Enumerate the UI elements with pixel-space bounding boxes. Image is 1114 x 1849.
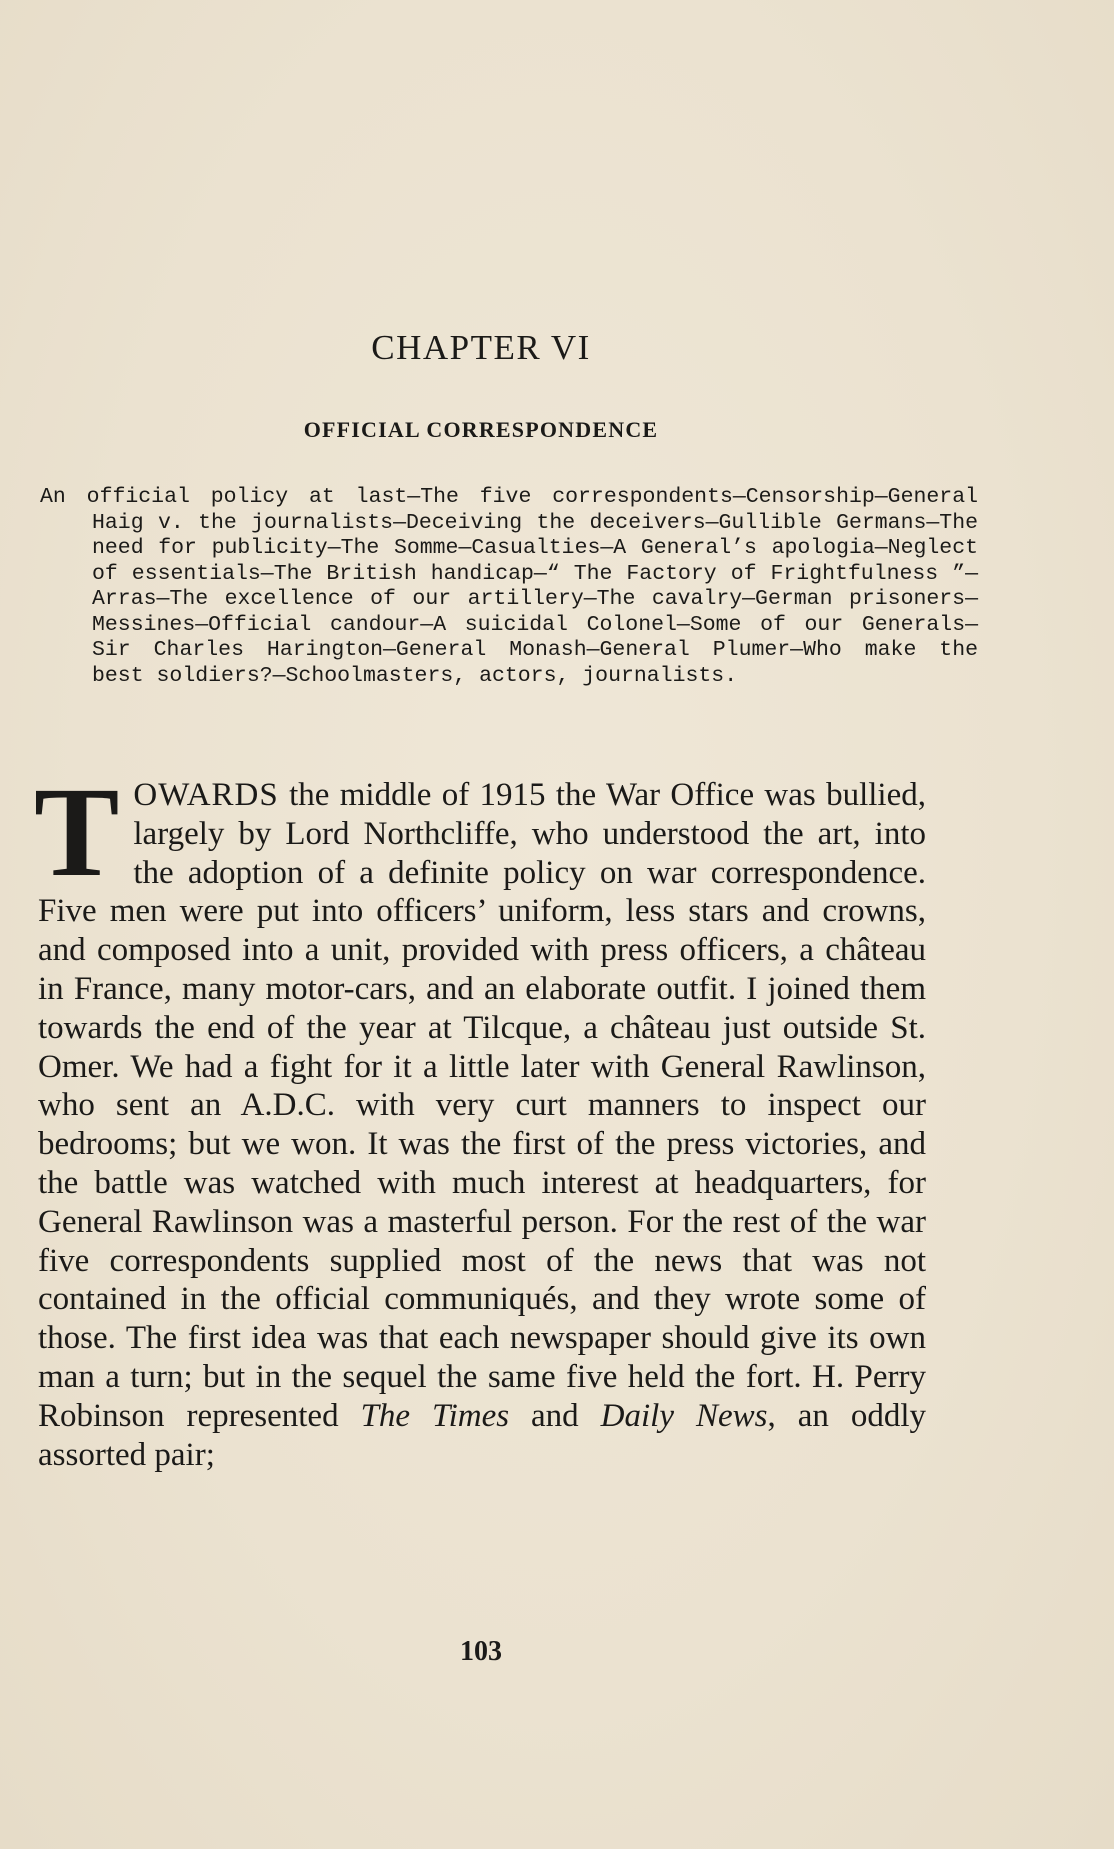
italic-daily-news: Daily News bbox=[600, 1397, 768, 1434]
body-text-main: the middle of 1915 the War Office was bullied, largely by Lord Northcliffe, who understood the art, into the adoption of a definite policy on war correspondence. Five men were put into officers’ uniform, less stars and crowns, and composed into a unit, provided with press officers, a château in France, many motor-cars, and an elaborate outfit. I joined them towards the end of the year at Tilcque, a château just outside St. Omer. We had a fight for it a little later with General Rawlinson, who sent an A.D.C. with very curt manners to inspect our bedrooms; but we won. It was the first of the press victories, and the battle was watched with much interest at headquarters, for General Rawlinson was a masterful person. For the rest of the war five correspondents supplied most of the news that was not contained in the official communiqués, and they wrote some of those. The first idea was that each newspaper should give its own man a turn; but in the sequel the same five held the fort. H. Perry Robinson represented bbox=[38, 777, 926, 1434]
italic-the-times: The Times bbox=[360, 1397, 510, 1434]
drop-cap: T bbox=[34, 761, 120, 903]
chapter-subtitle: OFFICIAL CORRESPONDENCE bbox=[303, 417, 659, 442]
body-paragraph bbox=[34, 761, 926, 1474]
page-number: 103 bbox=[460, 1636, 502, 1667]
body-text-and: and bbox=[509, 1397, 601, 1434]
body-text-end: , an oddly assorted pair; bbox=[38, 1397, 926, 1473]
chapter-summary: An official policy at last—The five correspondents—Censorship—General Haig v. the journalists—Deceiving the deceivers—Gullible Germans—The need for publicity—The Somme—Casualties—A General’s apologia—Neglect of essentials—The British handicap—“ The Factory of Frightfulness ”—Arras—The excellence of our artillery—The cavalry—German prisoners—Messines—Official candour—A suicidal Colonel—Some of our Generals—Sir Charles Harington—General Monash—General Plumer—Who make the best soldiers?—Schoolmasters, actors, journalists. bbox=[40, 485, 978, 688]
lead-caps: OWARDS bbox=[133, 777, 279, 813]
chapter-title: CHAPTER VI bbox=[371, 328, 591, 367]
